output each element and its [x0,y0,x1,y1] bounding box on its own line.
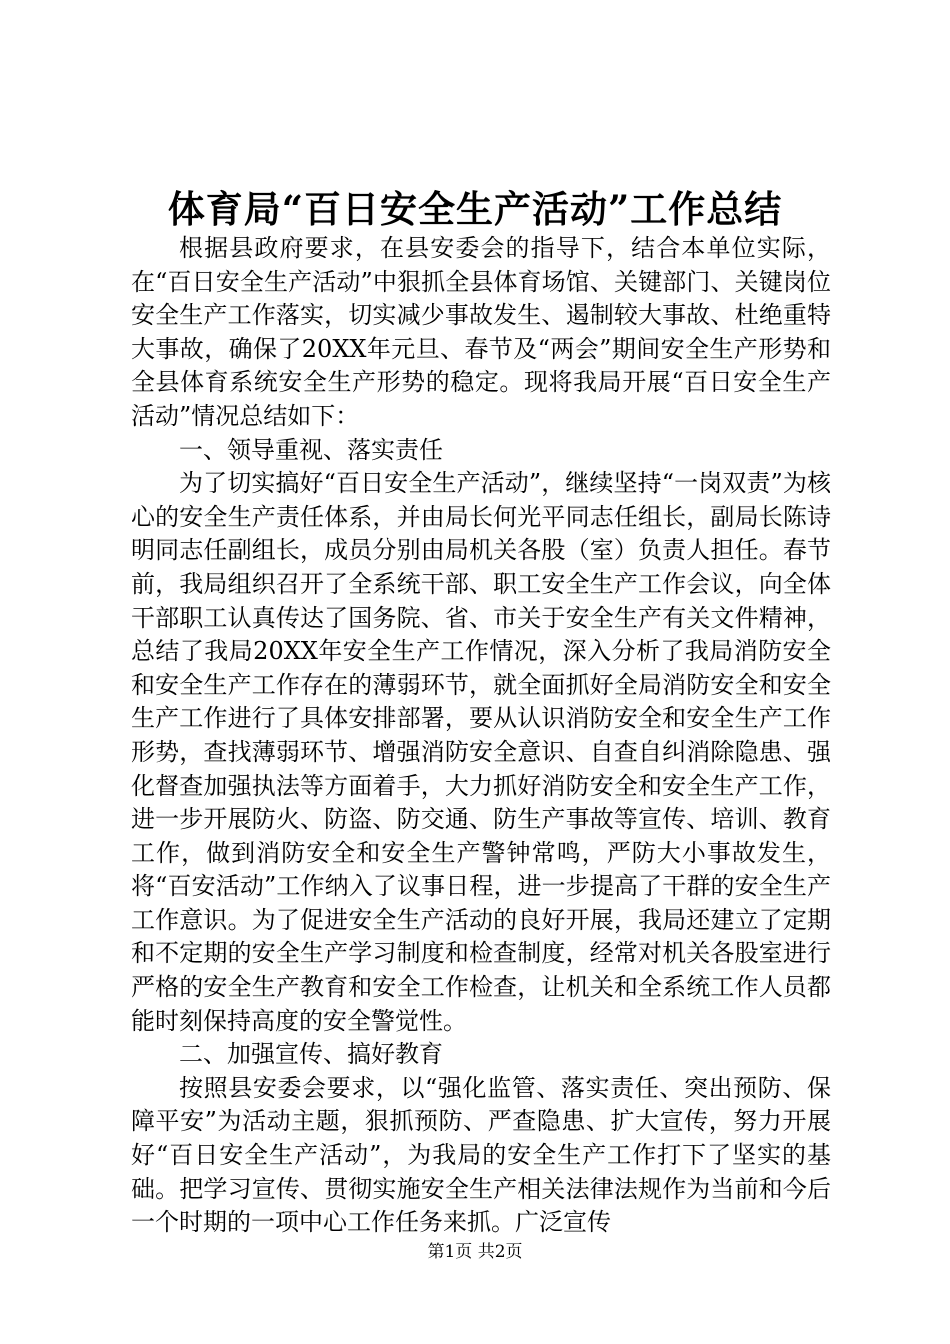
document-title: 体育局“百日安全生产活动”工作总结 [167,187,783,231]
paragraph-section-1: 为了切实搞好“百日安全生产活动”，继续坚持“一岗双责”为核心的安全生产责任体系，并由局长何光平同志任组长，副局长陈诗明同志任副组长，成员分别由局机关各股（室）负责人担任。春节前，我局组织召开了全系统干部、职工安全生产工作会议，向全体干部职工认真传达了国务院、省、市关于安全生产有关文件精神，总结了我局20XX年安全生产工作情况，深入分析了我局消防安全和安全生产工作存在的薄弱环节，就全面抓好全局消防安全和安全生产工作进行了具体安排部署，要从认识消防安全和安全生产工作形势，查找薄弱环节、增强消防安全意识、自查自纠消除隐患、强化督查加强执法等方面着手，大力抓好消防安全和安全生产工作，进一步开展防火、防盗、防交通、防生产事故等宣传、培训、教育工作，做到消防安全和安全生产警钟常鸣，严防大小事故发生，将“百安活动”工作纳入了议事日程，进一步提高了干群的安全生产工作意识。为了促进安全生产活动的良好开展，我局还建立了定期和不定期的安全生产学习制度和检查制度，经常对机关各股室进行严格的安全生产教育和安全工作检查，让机关和全系统工作人员都能时刻保持高度的安全警觉性。 [131,469,831,1035]
paragraph-section-2: 按照县安委会要求，以“强化监管、落实责任、突出预防、保障平安”为活动主题，狠抓预防、严查隐患、扩大宣传，努力开展好“百日安全生产活动”，为我局的安全生产工作打下了坚实的基础。把学习宣传、贯彻实施安全生产相关法律法规作为当前和今后一个时期的一项中心工作任务来抓。广泛宣传 [131,1073,831,1237]
page-number-footer: 第1页 共2页 [427,1242,523,1262]
document-body [131,232,831,1240]
section-heading-2: 二、加强宣传、搞好教育 [179,1040,443,1069]
paragraph-intro: 根据县政府要求，在县安委会的指导下，结合本单位实际，在“百日安全生产活动”中狠抓全县体育场馆、关键部门、关键岗位安全生产工作落实，切实减少事故发生、遏制较大事故、杜绝重特大事故，确保了20XX年元旦、春节及“两会”期间安全生产形势和全县体育系统安全生产形势的稳定。现将我局开展“百日安全生产活动”情况总结如下： [131,234,831,430]
section-heading-1: 一、领导重视、落实责任 [179,435,443,464]
